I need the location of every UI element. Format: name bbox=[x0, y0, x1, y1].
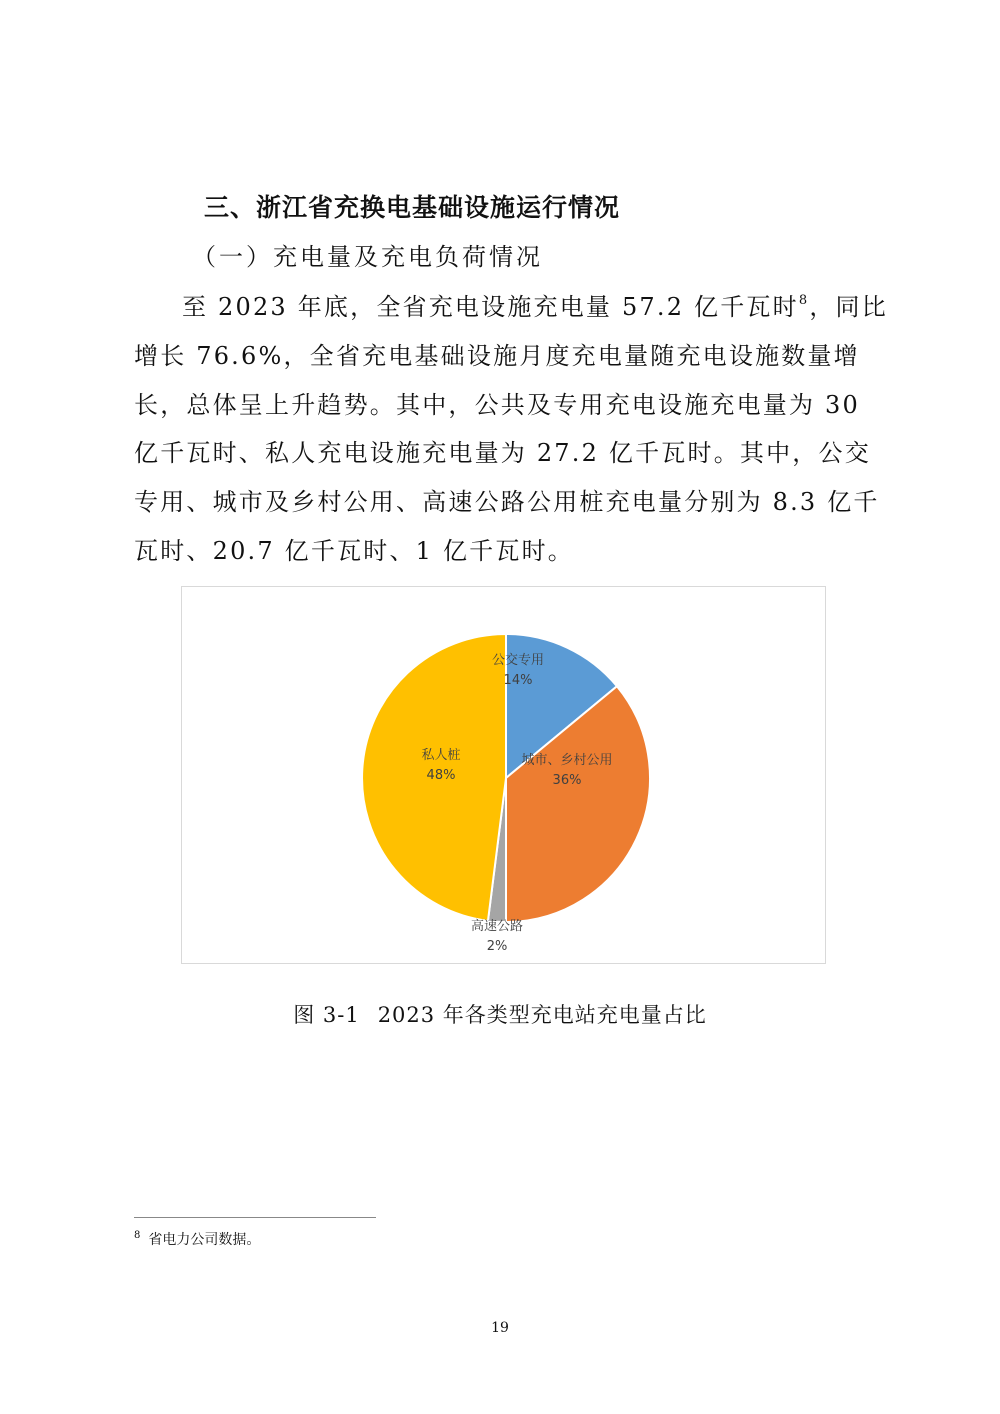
figure-caption bbox=[0, 999, 1000, 1029]
slice-value-label: 36% bbox=[552, 773, 582, 788]
page-number: 19 bbox=[491, 1320, 509, 1336]
footnote-reference[interactable]: 8 bbox=[798, 293, 810, 308]
paragraph-line-5: 专用、城市及乡村公用、高速公路公用桩充电量分别为 8.3 亿千 bbox=[134, 488, 880, 517]
pie-chart-frame bbox=[181, 586, 826, 964]
slice-value-label: 2% bbox=[486, 939, 508, 954]
paragraph-line-4: 亿千瓦时、私人充电设施充电量为 27.2 亿千瓦时。其中，公交 bbox=[134, 439, 871, 468]
slice-value-label: 48% bbox=[426, 768, 456, 783]
slice-category-label: 私人桩 bbox=[421, 748, 461, 763]
footnote-text: 省电力公司数据。 bbox=[148, 1232, 261, 1248]
footnote-divider bbox=[134, 1217, 376, 1218]
figure-number: 图 3-1 bbox=[293, 1003, 360, 1027]
body-paragraph bbox=[134, 283, 888, 576]
footnote-mark: 8 bbox=[134, 1230, 141, 1241]
paragraph-line-3: 长，总体呈上升趋势。其中，公共及专用充电设施充电量为 30 bbox=[134, 390, 860, 419]
slice-value-label: 14% bbox=[503, 673, 533, 688]
section-heading: 三、浙江省充换电基础设施运行情况 bbox=[204, 193, 621, 222]
slice-category-label: 公交专用 bbox=[491, 653, 545, 668]
paragraph-line-6: 瓦时、20.7 亿千瓦时、1 亿千瓦时。 bbox=[134, 536, 574, 565]
slice-category-label: 高速公路 bbox=[470, 919, 524, 934]
paragraph-line-2: 增长 76.6%，全省充电基础设施月度充电量随充电设施数量增 bbox=[134, 341, 860, 370]
pie-chart bbox=[182, 587, 825, 963]
footnote bbox=[134, 1229, 260, 1249]
slice-category-label: 城市、乡村公用 bbox=[521, 753, 613, 768]
subsection-heading: （一）充电量及充电负荷情况 bbox=[192, 243, 543, 271]
figure-title: 2023 年各类型充电站充电量占比 bbox=[377, 1003, 707, 1027]
paragraph-line-1: 至 2023 年底，全省充电设施充电量 57.2 亿千瓦时$^8$，同比 bbox=[182, 293, 888, 321]
